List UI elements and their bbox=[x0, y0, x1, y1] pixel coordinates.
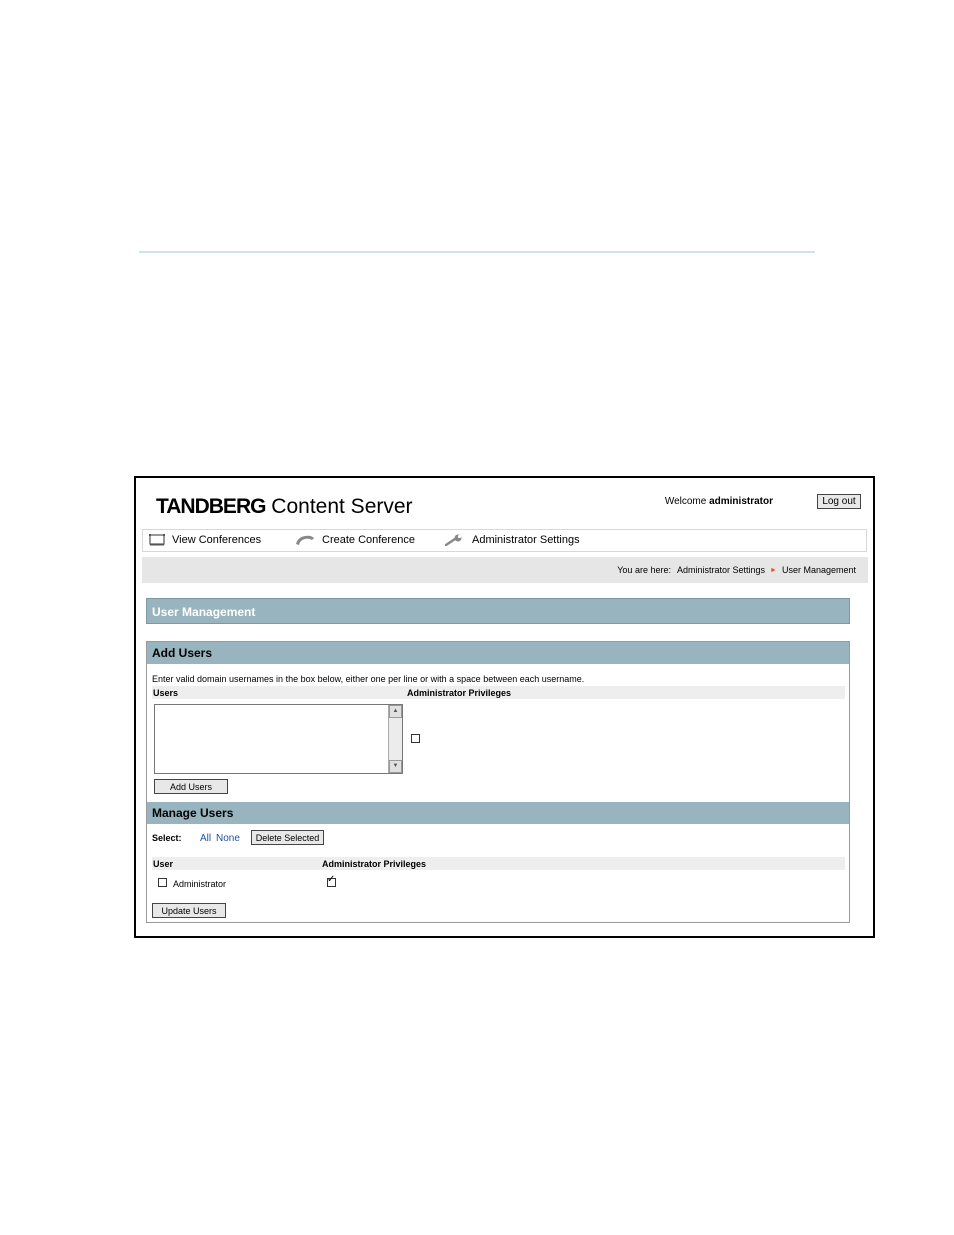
delete-selected-button[interactable]: Delete Selected bbox=[251, 830, 324, 845]
nav-create-conference[interactable] bbox=[295, 534, 415, 546]
app-window bbox=[134, 476, 875, 938]
scroll-up-icon[interactable]: ▲ bbox=[389, 705, 402, 718]
product-name: Content Server bbox=[271, 495, 413, 518]
wrench-icon bbox=[445, 534, 465, 546]
select-label: Select: bbox=[152, 833, 182, 843]
welcome-prefix: Welcome bbox=[664, 496, 707, 507]
app-logo bbox=[156, 495, 413, 519]
nav-label: View Conferences bbox=[172, 534, 262, 546]
users-input-scrollbar[interactable] bbox=[388, 705, 402, 773]
breadcrumb-prefix: You are here: bbox=[617, 565, 671, 575]
col-user: User bbox=[153, 859, 174, 869]
welcome-message bbox=[665, 496, 773, 507]
username: administrator bbox=[709, 496, 773, 507]
page-title: User Management bbox=[146, 598, 850, 624]
breadcrumb bbox=[617, 565, 856, 575]
manage-users-header: Manage Users bbox=[147, 802, 849, 824]
page-divider bbox=[139, 251, 815, 253]
nav-administrator-settings[interactable] bbox=[445, 534, 580, 546]
nav-view-conferences[interactable] bbox=[149, 534, 261, 546]
add-users-instructions: Enter valid domain usernames in the box below, either one per line or with a space between each username. bbox=[152, 674, 585, 684]
add-users-button[interactable]: Add Users bbox=[154, 779, 228, 794]
manage-users-column-header bbox=[152, 857, 845, 870]
select-none-link[interactable]: None bbox=[216, 833, 240, 844]
breadcrumb-administrator-settings[interactable]: Administrator Settings bbox=[676, 565, 766, 575]
conference-screen-icon bbox=[149, 534, 165, 546]
logout-button[interactable]: Log out bbox=[817, 494, 861, 509]
col-users: Users bbox=[153, 688, 179, 698]
add-users-column-header bbox=[152, 686, 845, 699]
nav-label: Create Conference bbox=[322, 534, 415, 546]
col-admin-privileges: Administrator Privileges bbox=[407, 688, 512, 698]
user-management-panel bbox=[146, 641, 850, 923]
scroll-down-icon[interactable]: ▼ bbox=[389, 760, 402, 773]
add-admin-privileges-checkbox[interactable] bbox=[411, 734, 420, 743]
add-users-header: Add Users bbox=[147, 642, 849, 664]
brand-name: TANDBERG bbox=[156, 495, 266, 518]
main-nav bbox=[142, 529, 867, 552]
user-select-checkbox[interactable] bbox=[158, 878, 167, 887]
nav-label: Administrator Settings bbox=[472, 534, 580, 546]
breadcrumb-bar bbox=[142, 557, 868, 583]
checkmark-icon: ✓ bbox=[327, 874, 336, 885]
user-admin-checkbox[interactable] bbox=[327, 874, 336, 887]
user-name: Administrator bbox=[173, 879, 227, 889]
select-all-link[interactable]: All bbox=[200, 833, 212, 844]
breadcrumb-user-management: User Management bbox=[781, 565, 856, 575]
col-admin-privileges: Administrator Privileges bbox=[322, 859, 427, 869]
update-users-button[interactable]: Update Users bbox=[152, 903, 226, 918]
phone-handset-icon bbox=[295, 534, 315, 546]
users-input[interactable] bbox=[154, 704, 403, 774]
breadcrumb-separator-icon: ► bbox=[770, 566, 777, 574]
